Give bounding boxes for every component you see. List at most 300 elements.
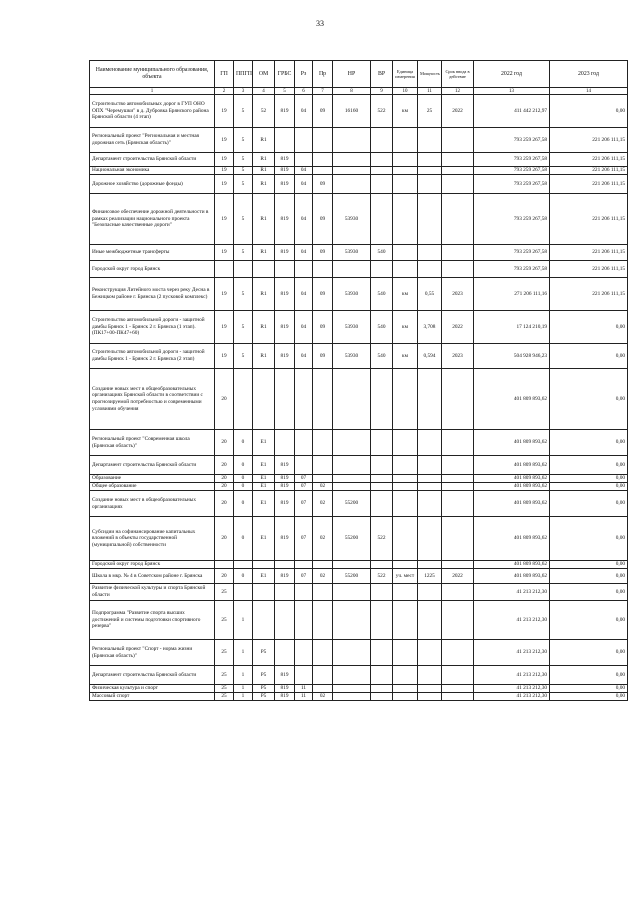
table-cell bbox=[371, 456, 393, 475]
table-cell: 0 bbox=[234, 475, 253, 483]
table-cell bbox=[418, 640, 442, 666]
table-cell bbox=[275, 128, 295, 153]
table-cell bbox=[393, 640, 418, 666]
table-cell: R1 bbox=[253, 175, 275, 194]
row-name-cell: Субсидии на софинансирование капитальных вложений в объекты государственной (муниципальной) собственности bbox=[90, 517, 215, 561]
table-row bbox=[90, 693, 628, 701]
table-cell: 41 213 212,30 bbox=[474, 584, 550, 601]
table-cell: 0,00 bbox=[550, 693, 628, 701]
table-cell bbox=[371, 194, 393, 245]
table-row bbox=[90, 456, 628, 475]
table-cell bbox=[253, 601, 275, 640]
table-cell: 07 bbox=[295, 569, 313, 584]
table-cell: 819 bbox=[275, 278, 295, 311]
column-number: 13 bbox=[474, 88, 550, 95]
table-cell bbox=[313, 153, 333, 167]
table-cell bbox=[275, 369, 295, 430]
table-cell bbox=[333, 153, 371, 167]
table-cell: 1 bbox=[234, 601, 253, 640]
table-cell: 19 bbox=[215, 175, 234, 194]
table-cell bbox=[295, 128, 313, 153]
table-cell: 401 809 893,62 bbox=[474, 561, 550, 569]
table-cell bbox=[393, 517, 418, 561]
table-cell bbox=[275, 640, 295, 666]
row-name-cell: Школа в мкр. № 4 в Советском районе г. Брянска bbox=[90, 569, 215, 584]
table-cell: 25 bbox=[215, 640, 234, 666]
table-cell bbox=[295, 640, 313, 666]
table-cell: E1 bbox=[253, 430, 275, 456]
table-cell bbox=[442, 601, 474, 640]
table-cell: уч. мест bbox=[393, 569, 418, 584]
table-cell: 819 bbox=[275, 456, 295, 475]
column-number: 12 bbox=[442, 88, 474, 95]
table-cell: 401 809 893,62 bbox=[474, 456, 550, 475]
table-cell: 09 bbox=[313, 245, 333, 261]
table-cell bbox=[253, 584, 275, 601]
table-cell bbox=[393, 430, 418, 456]
table-cell: 19 bbox=[215, 344, 234, 369]
table-cell: 07 bbox=[295, 491, 313, 517]
table-cell: 793 259 267,58 bbox=[474, 261, 550, 278]
table-row bbox=[90, 640, 628, 666]
table-cell bbox=[234, 261, 253, 278]
table-cell bbox=[418, 491, 442, 517]
table-cell: 793 259 267,58 bbox=[474, 194, 550, 245]
table-cell: 793 259 267,58 bbox=[474, 153, 550, 167]
table-cell: 07 bbox=[295, 483, 313, 491]
table-row bbox=[90, 369, 628, 430]
column-number: 2 bbox=[215, 88, 234, 95]
table-cell: R1 bbox=[253, 194, 275, 245]
table-cell: E1 bbox=[253, 483, 275, 491]
table-cell: R1 bbox=[253, 278, 275, 311]
column-header: Единица измерения bbox=[393, 61, 418, 88]
table-cell bbox=[371, 666, 393, 685]
table-cell: 2022 bbox=[442, 95, 474, 128]
table-cell bbox=[313, 369, 333, 430]
table-cell: 0 bbox=[234, 456, 253, 475]
table-cell bbox=[253, 561, 275, 569]
table-cell: 25 bbox=[215, 693, 234, 701]
table-cell: 41 213 212,30 bbox=[474, 640, 550, 666]
table-cell bbox=[393, 194, 418, 245]
table-cell bbox=[393, 685, 418, 693]
table-cell bbox=[371, 167, 393, 175]
table-cell: 401 809 893,62 bbox=[474, 517, 550, 561]
table-cell bbox=[313, 561, 333, 569]
table-cell: 0,00 bbox=[550, 369, 628, 430]
table-body bbox=[90, 95, 628, 701]
column-number: 14 bbox=[550, 88, 628, 95]
table-cell: 09 bbox=[313, 95, 333, 128]
table-cell: 5 bbox=[234, 245, 253, 261]
table-cell: км bbox=[393, 311, 418, 344]
table-cell bbox=[371, 261, 393, 278]
table-cell: 02 bbox=[313, 569, 333, 584]
table-cell bbox=[371, 584, 393, 601]
table-cell bbox=[253, 261, 275, 278]
page-number: 33 bbox=[316, 19, 324, 28]
table-cell: 09 bbox=[313, 278, 333, 311]
table-cell bbox=[442, 685, 474, 693]
table-cell: 07 bbox=[295, 475, 313, 483]
table-cell: 41 213 212,30 bbox=[474, 601, 550, 640]
table-cell: 819 bbox=[275, 95, 295, 128]
row-name-cell: Физическая культура и спорт bbox=[90, 685, 215, 693]
table-cell: 0,594 bbox=[418, 344, 442, 369]
table-cell: 0 bbox=[234, 483, 253, 491]
table-cell: 819 bbox=[275, 344, 295, 369]
table-cell bbox=[275, 601, 295, 640]
table-cell: 522 bbox=[371, 517, 393, 561]
table-cell: 19 bbox=[215, 167, 234, 175]
table-cell: 25 bbox=[215, 666, 234, 685]
table-cell: 221 206 111,15 bbox=[550, 175, 628, 194]
table-cell: 401 809 893,62 bbox=[474, 369, 550, 430]
table-cell: 19 bbox=[215, 128, 234, 153]
table-cell bbox=[393, 584, 418, 601]
table-cell bbox=[333, 584, 371, 601]
table-cell bbox=[295, 430, 313, 456]
table-cell bbox=[253, 369, 275, 430]
column-number: 8 bbox=[333, 88, 371, 95]
table-cell: 02 bbox=[313, 483, 333, 491]
table-row bbox=[90, 483, 628, 491]
table-row bbox=[90, 167, 628, 175]
table-cell bbox=[418, 584, 442, 601]
table-cell: 25 bbox=[418, 95, 442, 128]
table-cell bbox=[371, 128, 393, 153]
table-cell bbox=[418, 128, 442, 153]
row-name-cell: Иные межбюджетные трансферты bbox=[90, 245, 215, 261]
table-cell: 819 bbox=[275, 569, 295, 584]
table-cell: 221 206 111,15 bbox=[550, 261, 628, 278]
table-cell bbox=[442, 153, 474, 167]
table-cell bbox=[442, 245, 474, 261]
table-row bbox=[90, 245, 628, 261]
table-cell bbox=[234, 584, 253, 601]
table-cell bbox=[442, 666, 474, 685]
table-cell: 11 bbox=[295, 685, 313, 693]
table-row bbox=[90, 430, 628, 456]
table-cell bbox=[442, 261, 474, 278]
column-number: 5 bbox=[275, 88, 295, 95]
table-cell bbox=[333, 175, 371, 194]
row-name-cell: Строительство автомобильных дорог в ГУП ОНО ОПХ "Черемушки" в д. Дубровка Брянского района Брянской области (4 этап) bbox=[90, 95, 215, 128]
table-cell: 522 bbox=[371, 569, 393, 584]
table-cell: 0,00 bbox=[550, 475, 628, 483]
table-cell bbox=[418, 601, 442, 640]
table-cell bbox=[295, 153, 313, 167]
column-header: ППГП bbox=[234, 61, 253, 88]
table-cell: 0,00 bbox=[550, 584, 628, 601]
table-cell bbox=[418, 517, 442, 561]
table-cell bbox=[393, 491, 418, 517]
table-cell bbox=[371, 561, 393, 569]
table-cell bbox=[393, 261, 418, 278]
table-cell: 09 bbox=[313, 344, 333, 369]
table-cell: 20 bbox=[215, 430, 234, 456]
table-cell bbox=[371, 369, 393, 430]
column-number-row bbox=[90, 88, 628, 95]
table-cell bbox=[275, 561, 295, 569]
table-cell bbox=[442, 475, 474, 483]
table-cell bbox=[333, 483, 371, 491]
table-cell: 1225 bbox=[418, 569, 442, 584]
table-cell: 819 bbox=[275, 311, 295, 344]
table-cell: 522 bbox=[371, 95, 393, 128]
column-header: 2023 год bbox=[550, 61, 628, 88]
table-cell bbox=[371, 175, 393, 194]
table-cell: 793 259 267,58 bbox=[474, 245, 550, 261]
column-header: ГП bbox=[215, 61, 234, 88]
table-cell: 55200 bbox=[333, 517, 371, 561]
table-cell: 1 bbox=[234, 666, 253, 685]
row-name-cell: Развитие физической культуры и спорта Брянской области bbox=[90, 584, 215, 601]
table-cell: 20 bbox=[215, 483, 234, 491]
table-cell bbox=[333, 561, 371, 569]
table-cell: 0 bbox=[234, 430, 253, 456]
table-row bbox=[90, 601, 628, 640]
table-cell bbox=[418, 483, 442, 491]
table-cell bbox=[393, 601, 418, 640]
table-row bbox=[90, 153, 628, 167]
table-cell: 793 259 267,58 bbox=[474, 175, 550, 194]
table-cell bbox=[418, 693, 442, 701]
row-name-cell: Финансовое обеспечение дорожной деятельности в рамках реализации национального проекта "Безопасные качественные дороги" bbox=[90, 194, 215, 245]
table-row bbox=[90, 261, 628, 278]
table-cell bbox=[393, 561, 418, 569]
table-cell: 11 bbox=[295, 693, 313, 701]
table-cell: 0,00 bbox=[550, 456, 628, 475]
table-cell: 819 bbox=[275, 194, 295, 245]
table-cell bbox=[442, 584, 474, 601]
table-cell bbox=[418, 245, 442, 261]
table-cell bbox=[313, 601, 333, 640]
table-cell bbox=[333, 128, 371, 153]
table-cell: 3,708 bbox=[418, 311, 442, 344]
table-cell: км bbox=[393, 95, 418, 128]
row-name-cell: Департамент строительства Брянской области bbox=[90, 153, 215, 167]
table-cell bbox=[333, 685, 371, 693]
table-cell: 0,00 bbox=[550, 344, 628, 369]
table-cell bbox=[295, 561, 313, 569]
table-cell bbox=[418, 666, 442, 685]
table-cell: 53930 bbox=[333, 194, 371, 245]
table-cell: 2022 bbox=[442, 569, 474, 584]
table-cell: 401 809 893,62 bbox=[474, 491, 550, 517]
table-cell bbox=[295, 369, 313, 430]
table-cell: 53930 bbox=[333, 311, 371, 344]
table-cell: 04 bbox=[295, 194, 313, 245]
table-row bbox=[90, 344, 628, 369]
table-cell: 0,55 bbox=[418, 278, 442, 311]
row-name-cell: Региональный проект "Современная школа (Брянская область)" bbox=[90, 430, 215, 456]
table-cell: 16160 bbox=[333, 95, 371, 128]
table-cell bbox=[313, 167, 333, 175]
table-cell: P5 bbox=[253, 685, 275, 693]
row-name-cell: Региональный проект "Спорт - норма жизни (Брянская область)" bbox=[90, 640, 215, 666]
table-row bbox=[90, 569, 628, 584]
table-cell: 41 213 212,30 bbox=[474, 685, 550, 693]
table-cell bbox=[393, 167, 418, 175]
table-cell bbox=[275, 584, 295, 601]
table-cell: 221 206 111,15 bbox=[550, 153, 628, 167]
table-cell: км bbox=[393, 278, 418, 311]
table-cell bbox=[442, 175, 474, 194]
table-cell bbox=[215, 261, 234, 278]
table-cell bbox=[234, 561, 253, 569]
table-cell: 221 206 111,15 bbox=[550, 194, 628, 245]
table-cell bbox=[371, 685, 393, 693]
column-header: Рз bbox=[295, 61, 313, 88]
table-cell: 540 bbox=[371, 245, 393, 261]
table-cell: 819 bbox=[275, 245, 295, 261]
table-cell: 52 bbox=[253, 95, 275, 128]
table-cell: 819 bbox=[275, 167, 295, 175]
table-cell: 0,00 bbox=[550, 561, 628, 569]
table-cell: 25 bbox=[215, 601, 234, 640]
table-cell: 20 bbox=[215, 517, 234, 561]
table-cell: 540 bbox=[371, 344, 393, 369]
row-name-cell: Массовый спорт bbox=[90, 693, 215, 701]
table-cell: 5 bbox=[234, 167, 253, 175]
table-cell bbox=[333, 456, 371, 475]
table-cell bbox=[393, 475, 418, 483]
table-cell: 19 bbox=[215, 245, 234, 261]
table-cell: 02 bbox=[313, 491, 333, 517]
column-number: 6 bbox=[295, 88, 313, 95]
column-header: ВР bbox=[371, 61, 393, 88]
table-cell: 793 259 267,58 bbox=[474, 128, 550, 153]
table-cell: 5 bbox=[234, 153, 253, 167]
table-cell bbox=[442, 194, 474, 245]
table-cell bbox=[393, 666, 418, 685]
table-cell: 04 bbox=[295, 95, 313, 128]
table-cell: 41 213 212,30 bbox=[474, 693, 550, 701]
table-cell bbox=[371, 601, 393, 640]
table-cell: R1 bbox=[253, 128, 275, 153]
table-row bbox=[90, 194, 628, 245]
row-name-cell: Департамент строительства Брянской области bbox=[90, 666, 215, 685]
table-cell bbox=[393, 483, 418, 491]
column-header: ОМ bbox=[253, 61, 275, 88]
table-row bbox=[90, 475, 628, 483]
row-name-cell: Подпрограмма "Развитие спорта высших достижений и системы подготовки спортивного резерва" bbox=[90, 601, 215, 640]
column-number: 9 bbox=[371, 88, 393, 95]
table-cell: 07 bbox=[295, 517, 313, 561]
table-cell: 17 124 210,19 bbox=[474, 311, 550, 344]
table-cell bbox=[313, 430, 333, 456]
table-cell: 5 bbox=[234, 194, 253, 245]
table-cell: 819 bbox=[275, 475, 295, 483]
table-cell bbox=[313, 456, 333, 475]
table-cell: 819 bbox=[275, 685, 295, 693]
table-cell bbox=[442, 456, 474, 475]
table-cell bbox=[333, 261, 371, 278]
table-cell: 25 bbox=[215, 685, 234, 693]
table-cell: 55200 bbox=[333, 491, 371, 517]
column-number: 10 bbox=[393, 88, 418, 95]
table-cell: 271 206 111,16 bbox=[474, 278, 550, 311]
row-name-cell: Региональный проект "Региональная и местная дорожная сеть (Брянская область)" bbox=[90, 128, 215, 153]
table-cell: 401 809 893,62 bbox=[474, 475, 550, 483]
table-cell: 04 bbox=[295, 278, 313, 311]
table-cell: 0,00 bbox=[550, 517, 628, 561]
table-cell bbox=[371, 640, 393, 666]
column-header: Срок ввода в действие bbox=[442, 61, 474, 88]
table-cell bbox=[295, 261, 313, 278]
table-cell bbox=[442, 430, 474, 456]
table-cell: 0 bbox=[234, 491, 253, 517]
table-cell: R1 bbox=[253, 245, 275, 261]
table-cell: 221 206 111,15 bbox=[550, 245, 628, 261]
table-cell: 09 bbox=[313, 175, 333, 194]
column-header: ГРБС bbox=[275, 61, 295, 88]
table-cell: 0,00 bbox=[550, 311, 628, 344]
table-row bbox=[90, 491, 628, 517]
row-name-cell: Строительство автомобильной дороги - защитной дамбы Брянск 1 - Брянск 2 г. Брянска (1 этап). (ПК17+00-ПК47+60) bbox=[90, 311, 215, 344]
row-name-cell: Реконструкция Литейного моста через реку Десна в Бежицком районе г. Брянска (2 пусковой комплекс) bbox=[90, 278, 215, 311]
table-cell bbox=[371, 475, 393, 483]
table-cell bbox=[442, 128, 474, 153]
table-cell: 793 259 267,58 bbox=[474, 167, 550, 175]
table-cell: 04 bbox=[295, 245, 313, 261]
row-name-cell: Строительство автомобильной дороги - защитной дамбы Брянск 1 - Брянск 2 г. Брянска (2 этап) bbox=[90, 344, 215, 369]
table-cell: R1 bbox=[253, 311, 275, 344]
table-cell: E1 bbox=[253, 569, 275, 584]
table-cell: P5 bbox=[253, 666, 275, 685]
table-row bbox=[90, 278, 628, 311]
table-cell bbox=[393, 693, 418, 701]
table-cell: E1 bbox=[253, 475, 275, 483]
column-header: Наименование муниципального образования, объекта bbox=[90, 61, 215, 88]
budget-table bbox=[89, 60, 628, 701]
table-cell bbox=[333, 601, 371, 640]
table-cell bbox=[333, 475, 371, 483]
table-cell bbox=[371, 483, 393, 491]
table-cell: P5 bbox=[253, 693, 275, 701]
table-cell bbox=[418, 369, 442, 430]
table-row bbox=[90, 685, 628, 693]
table-cell: 504 928 946,23 bbox=[474, 344, 550, 369]
table-cell: R1 bbox=[253, 344, 275, 369]
table-cell bbox=[295, 601, 313, 640]
table-row bbox=[90, 517, 628, 561]
column-number: 11 bbox=[418, 88, 442, 95]
row-name-cell: Общее образование bbox=[90, 483, 215, 491]
table-cell bbox=[393, 245, 418, 261]
table-cell: 5 bbox=[234, 95, 253, 128]
table-cell: 09 bbox=[313, 194, 333, 245]
table-cell bbox=[313, 584, 333, 601]
table-cell: 401 809 893,62 bbox=[474, 483, 550, 491]
table-cell: 19 bbox=[215, 95, 234, 128]
table-cell: 2022 bbox=[442, 311, 474, 344]
table-cell: 04 bbox=[295, 167, 313, 175]
row-name-cell: Создание новых мест в общеобразовательных организациях Брянской области в соответствии с прогнозируемой потребностью и современными условиями обучения bbox=[90, 369, 215, 430]
table-cell: 0,00 bbox=[550, 685, 628, 693]
table-cell: 2023 bbox=[442, 344, 474, 369]
table-cell: 04 bbox=[295, 344, 313, 369]
table-cell: E1 bbox=[253, 456, 275, 475]
table-cell: 221 206 111,15 bbox=[550, 167, 628, 175]
table-cell: 0,00 bbox=[550, 430, 628, 456]
table-cell bbox=[442, 693, 474, 701]
table-cell bbox=[313, 666, 333, 685]
column-number: 1 bbox=[90, 88, 215, 95]
table-cell: 41 213 212,30 bbox=[474, 666, 550, 685]
